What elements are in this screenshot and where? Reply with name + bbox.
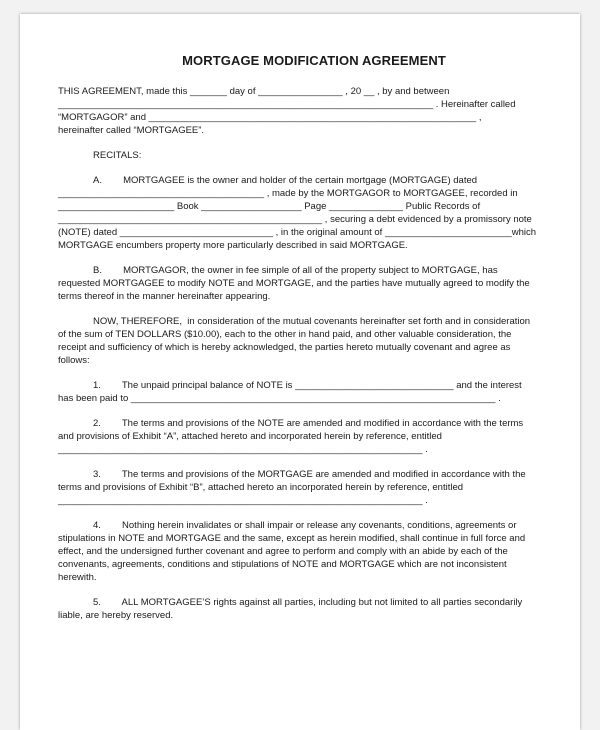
clause-4-line: herewith. [58, 572, 97, 583]
clause-4-line: effect, and the undersigned further covenant and agree to perform and comply with an abide by each of the [58, 546, 508, 557]
clause-2-line: 2. The terms and provisions of the NOTE are amended and modified in accordance with the terms [93, 418, 524, 429]
clause-5 [58, 596, 570, 622]
clause-2-line: and provisions of Exhibit “A”, attached hereto and incorporated herein by reference, entitled [58, 431, 442, 442]
recital-b-line: requested MORTGAGEE to modify NOTE and MORTGAGE, and the parties have mutually agreed to modify the [58, 278, 530, 289]
document-body [58, 54, 570, 634]
now-therefore-line: NOW, THEREFORE, in consideration of the mutual covenants hereinafter set forth and in consideration [93, 316, 531, 327]
now-therefore-line: of the sum of TEN DOLLARS ($10.00), each to the other in hand paid, and other valuable consideration, the [58, 329, 512, 340]
clause-4 [58, 519, 570, 584]
recital-b-line: terms thereof in the manner hereinafter appearing. [58, 291, 271, 302]
recital-a-line: MORTGAGE encumbers property more particularly described in said MORTGAGE. [58, 240, 408, 251]
clause-5-line: 5. ALL MORTGAGEE’S rights against all parties, including but not limited to all parties secondarily [93, 597, 523, 608]
clause-2-line: _____________________________________________________________________ . [58, 444, 428, 455]
intro-line: “MORTGAGOR” and ______________________________________________________________ , [58, 112, 482, 123]
document-page [20, 14, 580, 730]
recital-a-line: A. MORTGAGEE is the owner and holder of the certain mortgage (MORTGAGE) dated [93, 175, 478, 186]
recital-a [58, 174, 570, 252]
clause-1-line: 1. The unpaid principal balance of NOTE is ______________________________ and the interest [93, 380, 522, 391]
clause-3 [58, 468, 570, 507]
clause-4-line: convenants, agreements, conditions and stipulations of NOTE and MORTGAGE which are not inconsistent [58, 559, 507, 570]
intro-line: _______________________________________________________________________ . Hereinafter called [58, 99, 516, 110]
clause-4-line: 4. Nothing herein invalidates or shall impair or release any covenants, conditions, agreements or [93, 520, 517, 531]
clause-1 [58, 379, 570, 405]
recital-a-line: _______________________________________ , made by the MORTGAGOR to MORTGAGEE, recorded in [58, 188, 518, 199]
now-therefore-line: receipt and sufficiency of which is hereby acknowledged, the parties hereto mutually covenant and agree as [58, 342, 511, 353]
recital-a-line: ______________________ Book ___________________ Page ______________ Public Records of [58, 201, 481, 212]
clause-1-line: has been paid to _____________________________________________________________________ . [58, 393, 501, 404]
clause-3-line: terms and provisions of Exhibit “B”, attached hereto an incorporated herein by reference, entitled [58, 482, 464, 493]
recital-b [58, 264, 570, 303]
recital-a-line: (NOTE) dated _____________________________ , in the original amount of ________________________which [58, 227, 537, 238]
document-title: MORTGAGE MODIFICATION AGREEMENT [182, 53, 446, 68]
clause-5-line: liable, are hereby reserved. [58, 610, 174, 621]
now-therefore-paragraph [58, 315, 570, 367]
recital-b-line: B. MORTGAGOR, the owner in fee simple of all of the property subject to MORTGAGE, has [93, 265, 498, 276]
recitals-heading: RECITALS: [93, 150, 142, 161]
clause-3-line: _____________________________________________________________________ . [58, 495, 428, 506]
clause-3-line: 3. The terms and provisions of the MORTGAGE are amended and modified in accordance with the [93, 469, 526, 480]
clause-2 [58, 417, 570, 456]
intro-paragraph [58, 85, 570, 137]
recital-a-line: __________________________________________________ , securing a debt evidenced by a promissory note [58, 214, 532, 225]
clause-4-line: stipulations in NOTE and MORTGAGE and the same, except as herein modified, shall continue in full force and [58, 533, 526, 544]
intro-line: THIS AGREEMENT, made this _______ day of ________________ , 20 __ , by and between [58, 86, 450, 97]
intro-line: hereinafter called “MORTGAGEE”. [58, 125, 205, 136]
now-therefore-line: follows: [58, 355, 90, 366]
